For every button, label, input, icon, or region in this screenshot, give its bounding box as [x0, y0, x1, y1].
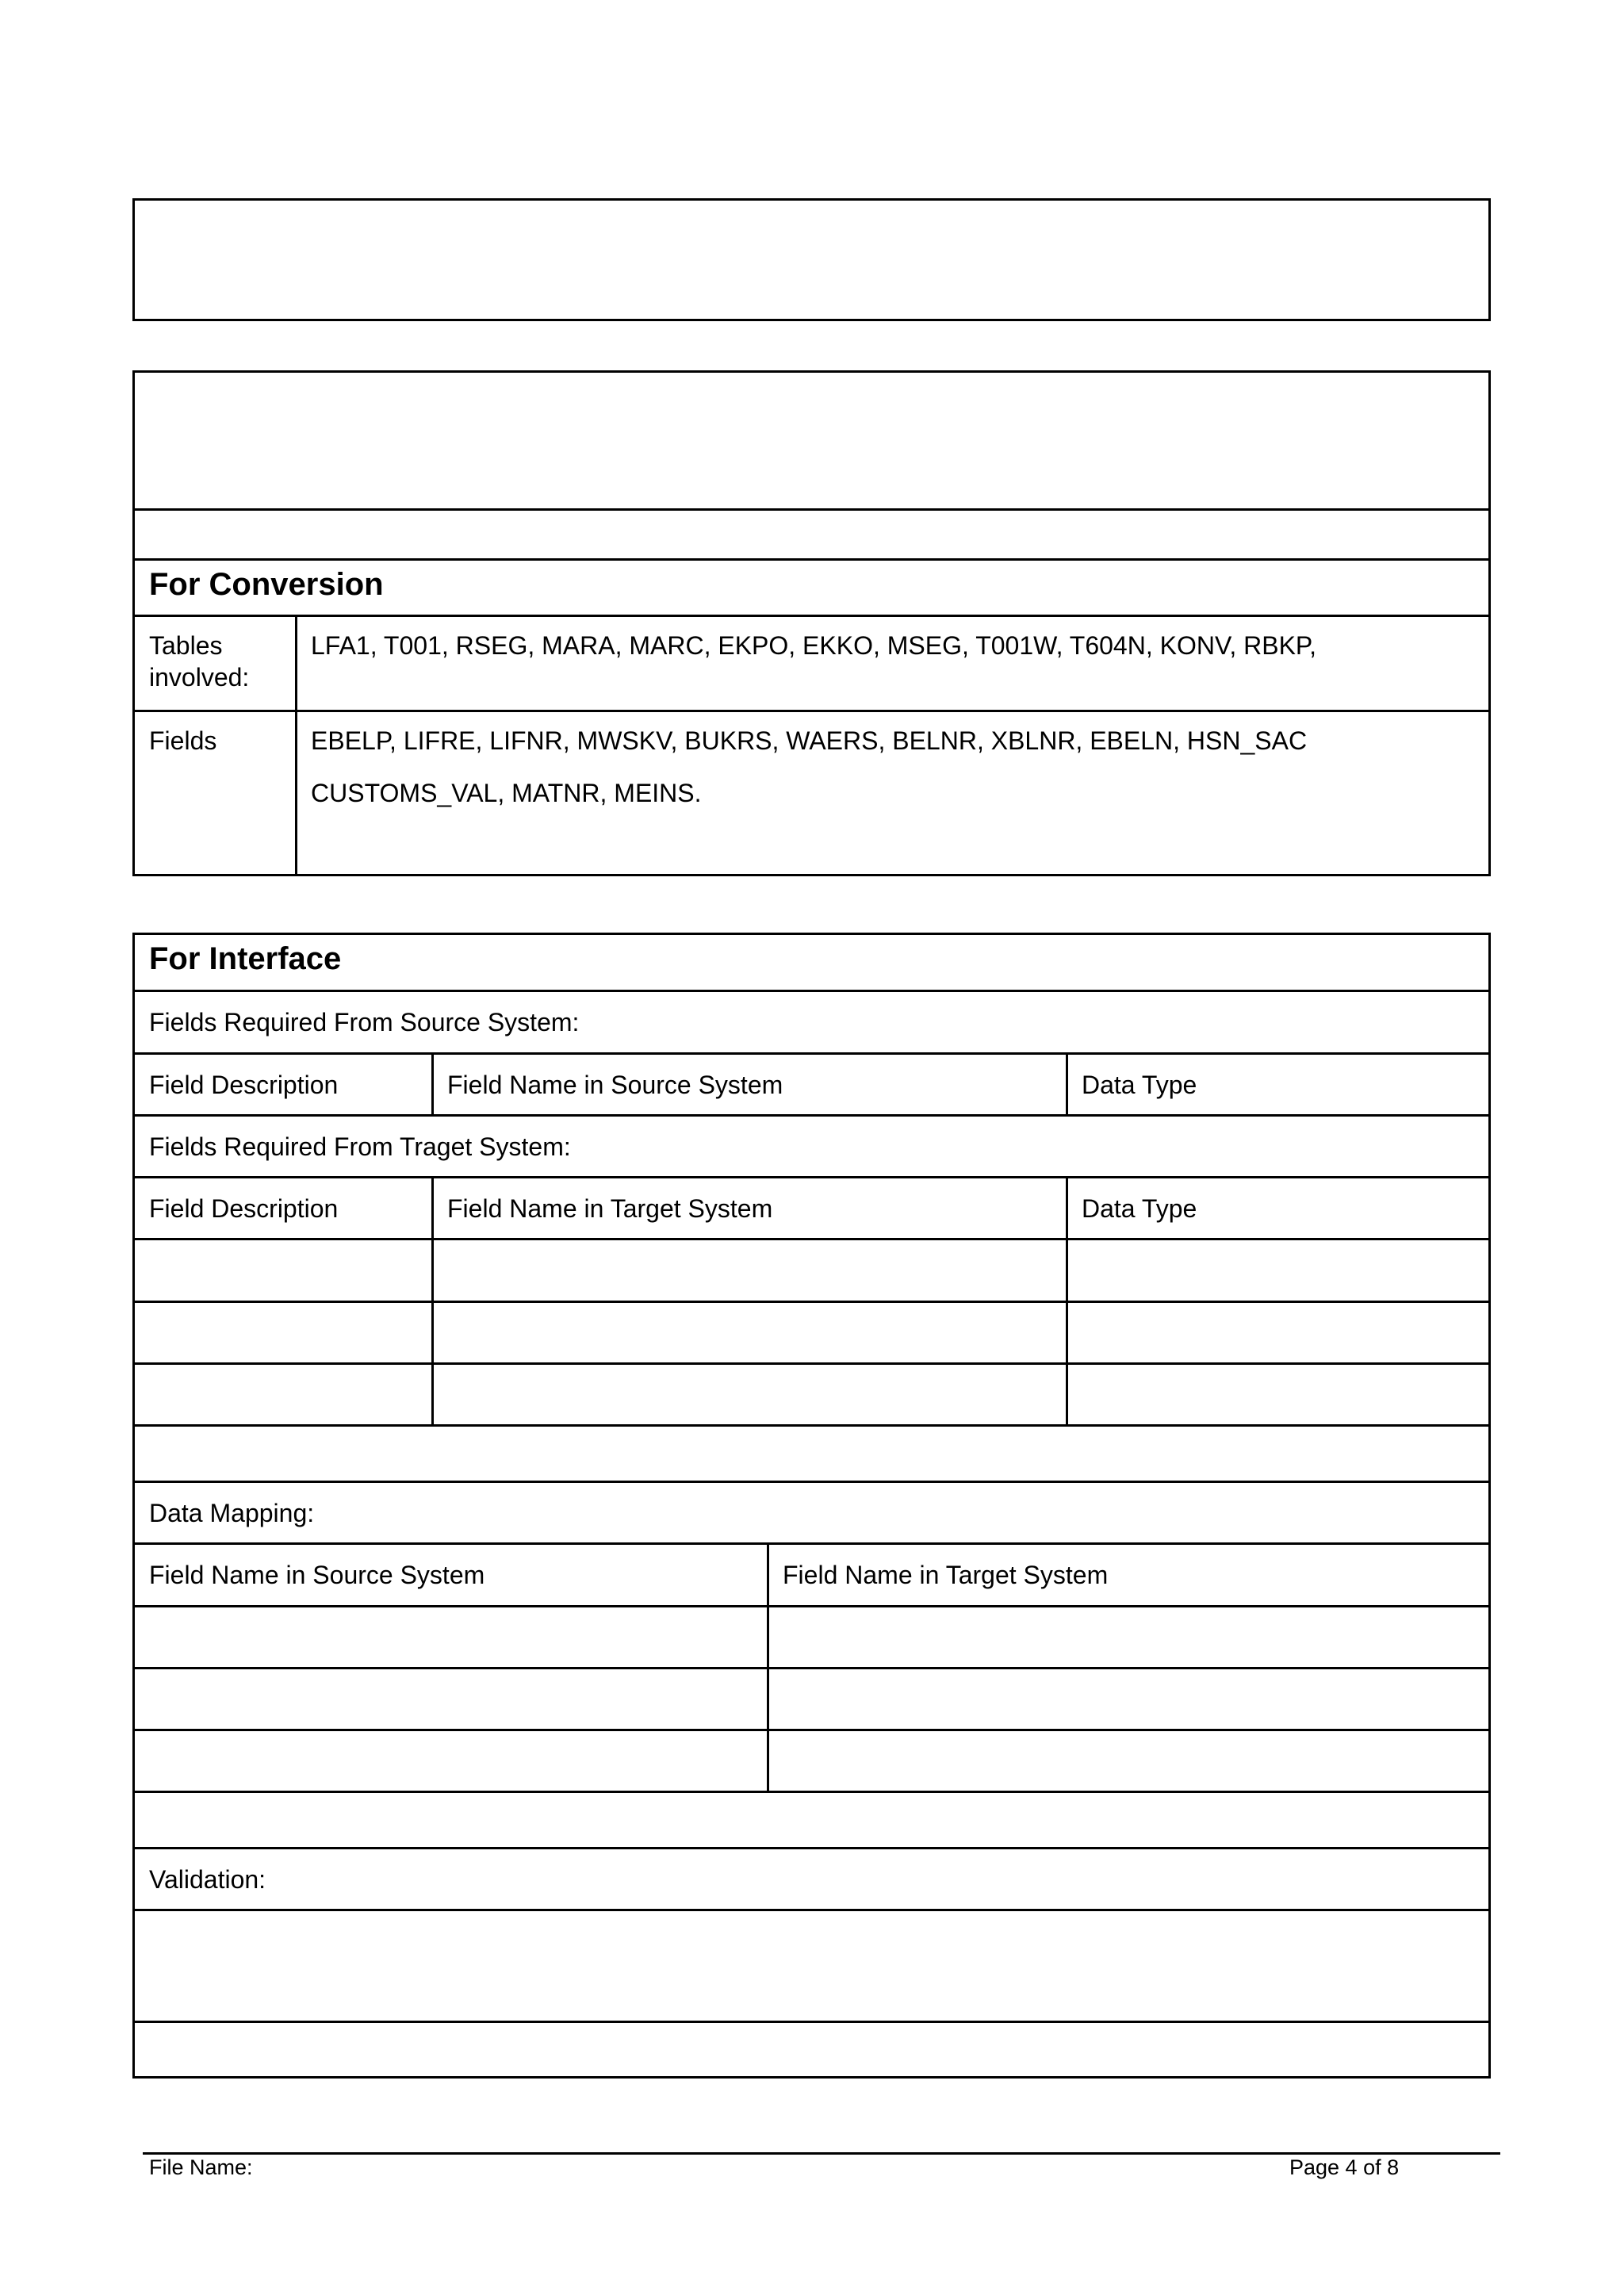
col-divider	[1066, 1240, 1068, 1301]
interface-blank-row	[135, 1424, 1488, 1481]
target-empty-row	[135, 1238, 1488, 1301]
footer-rule	[143, 2152, 1500, 2155]
conversion-heading: For Conversion	[149, 567, 384, 602]
interface-table	[132, 933, 1491, 2079]
validation-title: Validation:	[149, 1865, 266, 1894]
target-header-row	[135, 1176, 1488, 1238]
col-divider	[1066, 1303, 1068, 1362]
mapping-blank-row	[135, 1791, 1488, 1847]
target-col-field-name: Field Name in Target System	[447, 1194, 773, 1223]
tables-divider	[295, 617, 297, 710]
conversion-heading-row	[135, 558, 1488, 615]
col-divider	[1066, 1178, 1068, 1238]
validation-body-row	[135, 1909, 1488, 2021]
validation-blank-row	[135, 2021, 1488, 2076]
tables-label: Tables involved:	[149, 631, 250, 692]
conversion-blank-row	[135, 508, 1488, 558]
col-divider	[767, 1731, 769, 1791]
fields-value-line2: CUSTOMS_VAL, MATNR, MEINS.	[311, 779, 702, 807]
mapping-title: Data Mapping:	[149, 1499, 315, 1527]
mapping-header-row	[135, 1542, 1488, 1605]
col-divider	[431, 1365, 434, 1424]
fields-divider	[295, 712, 297, 874]
validation-title-row	[135, 1847, 1488, 1909]
target-title-row	[135, 1114, 1488, 1176]
conversion-table	[132, 370, 1491, 876]
target-col-description: Field Description	[149, 1194, 339, 1223]
mapping-title-row	[135, 1481, 1488, 1542]
mapping-empty-row	[135, 1729, 1488, 1791]
target-empty-row	[135, 1362, 1488, 1424]
mapping-empty-row	[135, 1667, 1488, 1729]
footer-file-name: File Name:	[149, 2155, 253, 2179]
col-divider	[1066, 1365, 1068, 1424]
col-divider	[431, 1303, 434, 1362]
footer-page-number: Page 4 of 8	[1289, 2155, 1400, 2179]
col-divider	[1066, 1055, 1068, 1114]
source-title: Fields Required From Source System:	[149, 1008, 580, 1036]
target-title: Fields Required From Traget System:	[149, 1132, 571, 1161]
target-col-data-type: Data Type	[1082, 1194, 1197, 1223]
top-empty-box	[132, 198, 1491, 321]
source-header-row	[135, 1052, 1488, 1114]
col-divider	[431, 1055, 434, 1114]
source-col-data-type: Data Type	[1082, 1071, 1197, 1099]
col-divider	[767, 1607, 769, 1667]
interface-heading: For Interface	[149, 941, 342, 976]
col-divider	[767, 1669, 769, 1729]
col-divider	[431, 1178, 434, 1238]
fields-row	[135, 710, 1488, 874]
mapping-empty-row	[135, 1605, 1488, 1667]
fields-value-line1: EBELP, LIFRE, LIFNR, MWSKV, BUKRS, WAERS, BELNR, XBLNR, EBELN, HSN_SAC	[311, 726, 1308, 755]
mapping-col-target: Field Name in Target System	[783, 1561, 1109, 1589]
source-col-description: Field Description	[149, 1071, 339, 1099]
fields-label: Fields	[149, 726, 217, 755]
target-empty-row	[135, 1301, 1488, 1362]
source-title-row	[135, 990, 1488, 1052]
col-divider	[431, 1240, 434, 1301]
mapping-col-source: Field Name in Source System	[149, 1561, 485, 1589]
tables-value: LFA1, T001, RSEG, MARA, MARC, EKPO, EKKO, MSEG, T001W, T604N, KONV, RBKP,	[311, 631, 1317, 660]
tables-row	[135, 615, 1488, 710]
col-divider	[767, 1545, 769, 1605]
source-col-field-name: Field Name in Source System	[447, 1071, 783, 1099]
